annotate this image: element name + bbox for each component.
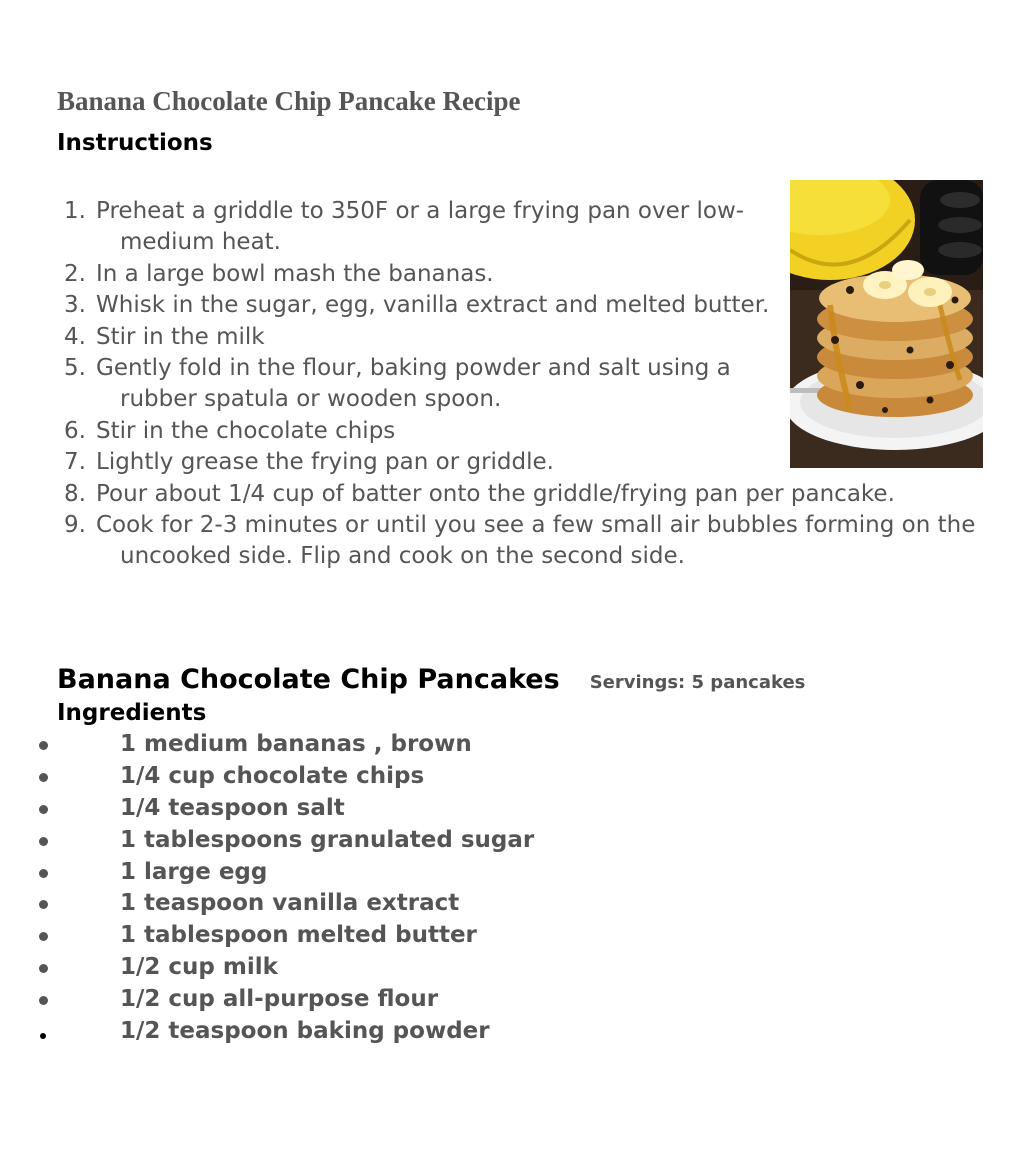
ingredient-item bbox=[0, 984, 1000, 1016]
ingredient-item bbox=[0, 825, 1000, 857]
step-number: 2 . bbox=[64, 259, 86, 290]
ingredient-text: 1/2 cup all-purpose flour bbox=[120, 986, 439, 1013]
instructions-heading: Instructions bbox=[57, 130, 213, 156]
pancake-stack-photo bbox=[790, 180, 983, 468]
bullet-icon bbox=[39, 932, 48, 941]
step-number: 9 . bbox=[64, 510, 86, 541]
instruction-step bbox=[64, 353, 800, 416]
step-text: Cook for 2-3 minutes or until you see a few small air bubbles forming on the uncooked side. Flip and cook on the second side. bbox=[96, 512, 976, 570]
ingredient-text: 1/4 teaspoon salt bbox=[120, 794, 345, 821]
step-text: Lightly grease the frying pan or griddle. bbox=[96, 449, 554, 476]
instruction-step bbox=[64, 510, 976, 573]
step-text: Pour about 1/4 cup of batter onto the griddle/frying pan per pancake. bbox=[96, 480, 895, 507]
step-number: 4 . bbox=[64, 322, 86, 353]
ingredient-item bbox=[0, 729, 1000, 761]
ingredient-item bbox=[0, 888, 1000, 920]
bullet-icon bbox=[39, 741, 48, 750]
ingredient-text: 1 large egg bbox=[120, 858, 268, 885]
instruction-step bbox=[64, 416, 800, 447]
recipe-header bbox=[57, 664, 805, 695]
ingredient-text: 1/4 cup chocolate chips bbox=[120, 762, 425, 789]
bullet-icon bbox=[39, 773, 48, 782]
step-text: Gently fold in the flour, baking powder and salt using a rubber spatula or wooden spoon. bbox=[96, 355, 731, 413]
step-text: Preheat a griddle to 350F or a large frying pan over low-medium heat. bbox=[96, 198, 745, 256]
step-number: 3 . bbox=[64, 290, 86, 321]
ingredient-item bbox=[0, 1016, 1000, 1048]
instruction-step bbox=[64, 479, 976, 510]
ingredient-item bbox=[0, 857, 1000, 889]
bullet-icon bbox=[39, 964, 48, 973]
ingredients-list bbox=[0, 729, 1000, 1048]
bullet-icon bbox=[39, 869, 48, 878]
instruction-step bbox=[64, 196, 800, 259]
document-title: Banana Chocolate Chip Pancake Recipe bbox=[57, 86, 521, 116]
ingredient-text: 1/2 teaspoon baking powder bbox=[120, 1018, 490, 1045]
bullet-icon bbox=[40, 1033, 46, 1039]
step-text: Whisk in the sugar, egg, vanilla extract and melted butter. bbox=[96, 292, 770, 319]
step-text: Stir in the milk bbox=[96, 323, 265, 350]
ingredient-text: 1 medium bananas , brown bbox=[120, 731, 472, 757]
bullet-icon bbox=[39, 996, 48, 1005]
step-number: 8 . bbox=[64, 479, 86, 510]
step-number: 1 . bbox=[64, 196, 86, 227]
instruction-step bbox=[64, 322, 800, 353]
bullet-icon bbox=[39, 805, 48, 814]
ingredient-text: 1 teaspoon vanilla extract bbox=[120, 890, 460, 917]
step-text: Stir in the chocolate chips bbox=[96, 417, 396, 444]
pancake-stack-icon bbox=[790, 180, 983, 468]
step-text: In a large bowl mash the bananas. bbox=[96, 260, 494, 287]
recipe-name: Banana Chocolate Chip Pancakes bbox=[57, 664, 560, 695]
bullet-icon bbox=[39, 837, 48, 846]
step-number: 6 . bbox=[64, 416, 86, 447]
ingredient-item bbox=[0, 793, 1000, 825]
ingredient-text: 1/2 cup milk bbox=[120, 954, 278, 981]
servings-label: Servings: 5 pancakes bbox=[589, 672, 806, 693]
step-number: 7 . bbox=[64, 447, 86, 478]
ingredient-text: 1 tablespoons granulated sugar bbox=[120, 826, 535, 853]
instruction-step bbox=[64, 290, 800, 321]
ingredient-item bbox=[0, 761, 1000, 793]
ingredient-text: 1 tablespoon melted butter bbox=[120, 922, 477, 949]
bullet-icon bbox=[39, 900, 48, 909]
step-number: 5 . bbox=[64, 353, 86, 384]
ingredients-heading: Ingredients bbox=[57, 700, 207, 726]
ingredient-item bbox=[0, 920, 1000, 952]
instruction-step bbox=[64, 259, 800, 290]
ingredient-item bbox=[0, 952, 1000, 984]
